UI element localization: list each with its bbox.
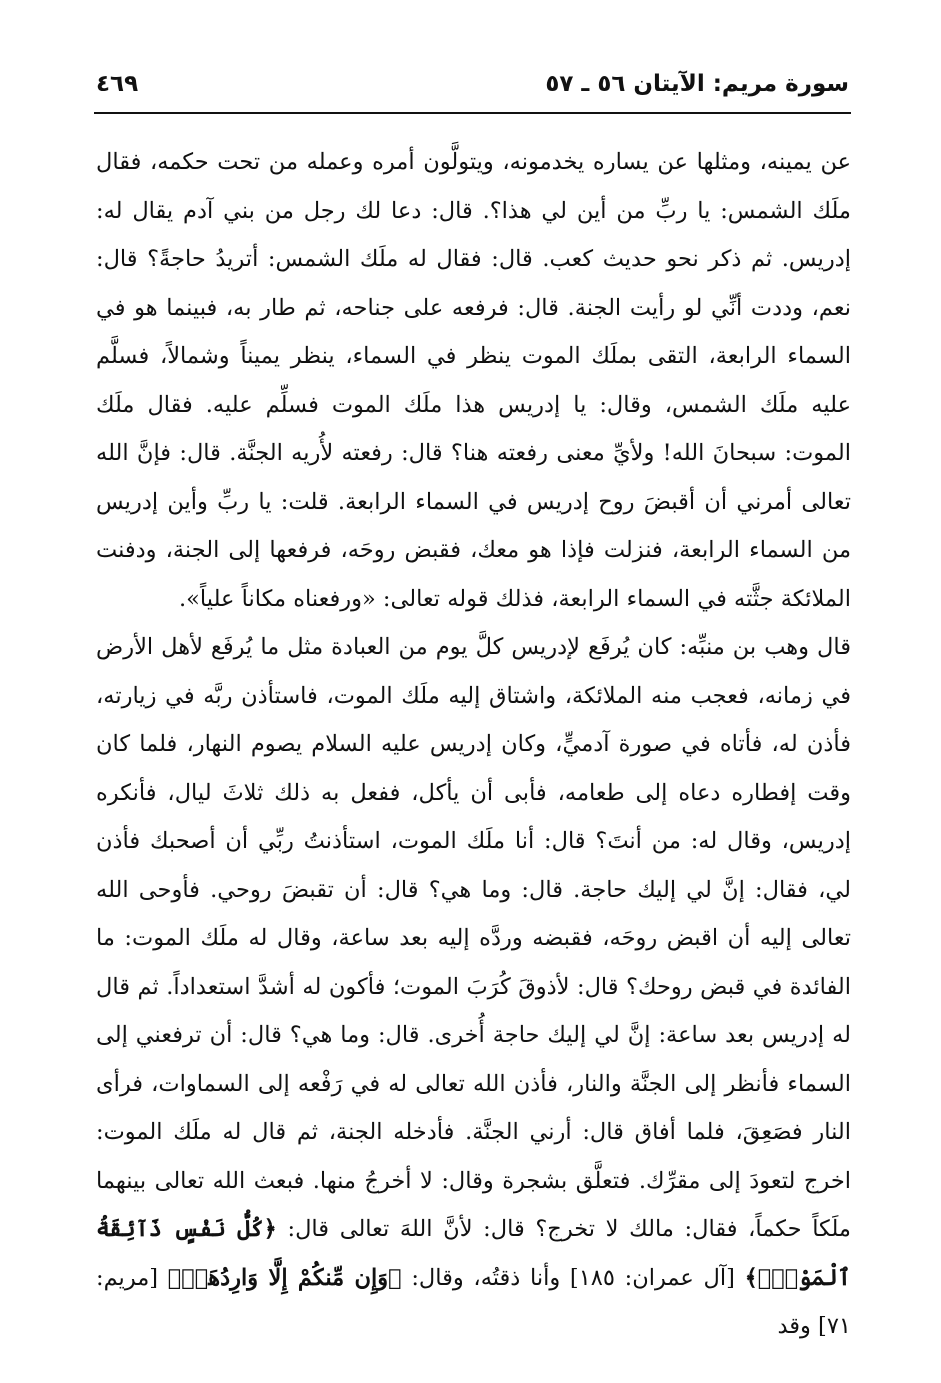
paragraph bbox=[96, 623, 851, 1351]
page-header bbox=[96, 62, 849, 106]
text-segment: [مريم: ٧١] وقد bbox=[96, 1264, 851, 1339]
text-segment: عن يمينه، ومثلها عن يساره يخدمونه، ويتولَّون أمره وعمله من تحت حكمه، فقال ملَك الشمس: يا ربِّ من أين لي هذا؟. قال: دعا لك رجل من بني آدم يقال له: إدريس. ثم ذكر نحو حديث كعب. قال: فقال له ملَك الشمس: أتريدُ حاجةً؟ قال: نعم، وددت أنِّي لو رأيت الجنة. قال: فرفعه على جناحه، ثم طار به، فبينما هو في السماء الرابعة، التقى بملَك الموت ينظر في السماء، ينظر يميناً وشمالاً، فسلَّم عليه ملَك الشمس، وقال: يا إدريس هذا ملَك الموت فسلِّم عليه. فقال ملَك الموت: سبحانَ الله! ولأيِّ معنى رفعته هنا؟ قال: رفعته لأُريه الجنَّة. قال: فإنَّ الله تعالى أمرني أن أقبضَ روح إدريس في السماء الرابعة. قلت: يا ربِّ وأين إدريس من السماء الرابعة، فنزلت فإذا هو معك، فقبض روحَه، فرفعها إلى الجنة، ودفنت الملائكة جثَّته في السماء الرابعة، فذلك قوله تعالى: «ورفعناه مكاناً علياً». bbox=[96, 149, 851, 612]
body-text bbox=[96, 138, 851, 1351]
text-segment: [آل عمران: ١٨٥] وأنا ذقتُه، وقال: bbox=[401, 1264, 745, 1291]
running-title: سورة مريم: الآيتان ٥٦ ـ ٥٧ bbox=[545, 71, 849, 97]
text-segment: قال وهب بن منبِّه: كان يُرفَع لإدريس كلَّ يوم من العبادة مثل ما يُرفَع لأهل الأرض في زمانه، فعجب منه الملائكة، واشتاق إليه ملَك الموت، فاستأذن ربَّه في زيارته، فأذن له، فأتاه في صورة آدميٍّ، وكان إدريس عليه السلام يصوم النهار، فلما كان وقت إفطاره دعاه إلى طعامه، فأبى أن يأكل، ففعل به ذلك ثلاثَ ليال، فأنكره إدريس، وقال له: من أنتَ؟ قال: أنا ملَك الموت، استأذنتُ ربِّي أن أصحبك فأذن لي، فقال: إنَّ لي إليك حاجة. قال: وما هي؟ قال: أن تقبضَ روحي. فأوحى الله تعالى إليه أن اقبض روحَه، فقبضه وردَّه إليه بعد ساعة، وقال له ملَك الموت: ما الفائدة في قبض روحك؟ قال: لأذوقَ كُرَبَ الموت؛ فأكون له أشدَّ استعداداً. ثم قال له إدريس بعد ساعة: إنَّ لي إليك حاجة أُخرى. قال: وما هي؟ قال: أن ترفعني إلى السماء فأنظر إلى الجنَّة والنار، فأذن الله تعالى له في رَفْعه إلى السماوات، فرأى النار فصَعِقَ، فلما أفاق قال: أرني الجنَّة. فأدخله الجنة، ثم قال له ملَك الموت: اخرج لتعودَ إلى مقرِّك. فتعلَّق بشجرة وقال: لا أخرجُ منها. فبعث الله تعالى بينهما ملَكاً حكماً، فقال: مالك لا تخرج؟ قال: لأنَّ اللهَ تعالى قال: bbox=[96, 634, 851, 1242]
quran-verse: ﴿كُلُّ نَفْسٍ ذَآئِقَةُ ٱلْمَوْتِۗ﴾ bbox=[96, 1216, 851, 1291]
header-divider bbox=[94, 112, 851, 114]
paragraph bbox=[96, 138, 851, 623]
page-number: ٤٦٩ bbox=[96, 71, 139, 97]
quran-verse: ﴿وَإِن مِّنكُمْ إِلَّا وَارِدُهَاۚ﴾ bbox=[167, 1264, 402, 1291]
